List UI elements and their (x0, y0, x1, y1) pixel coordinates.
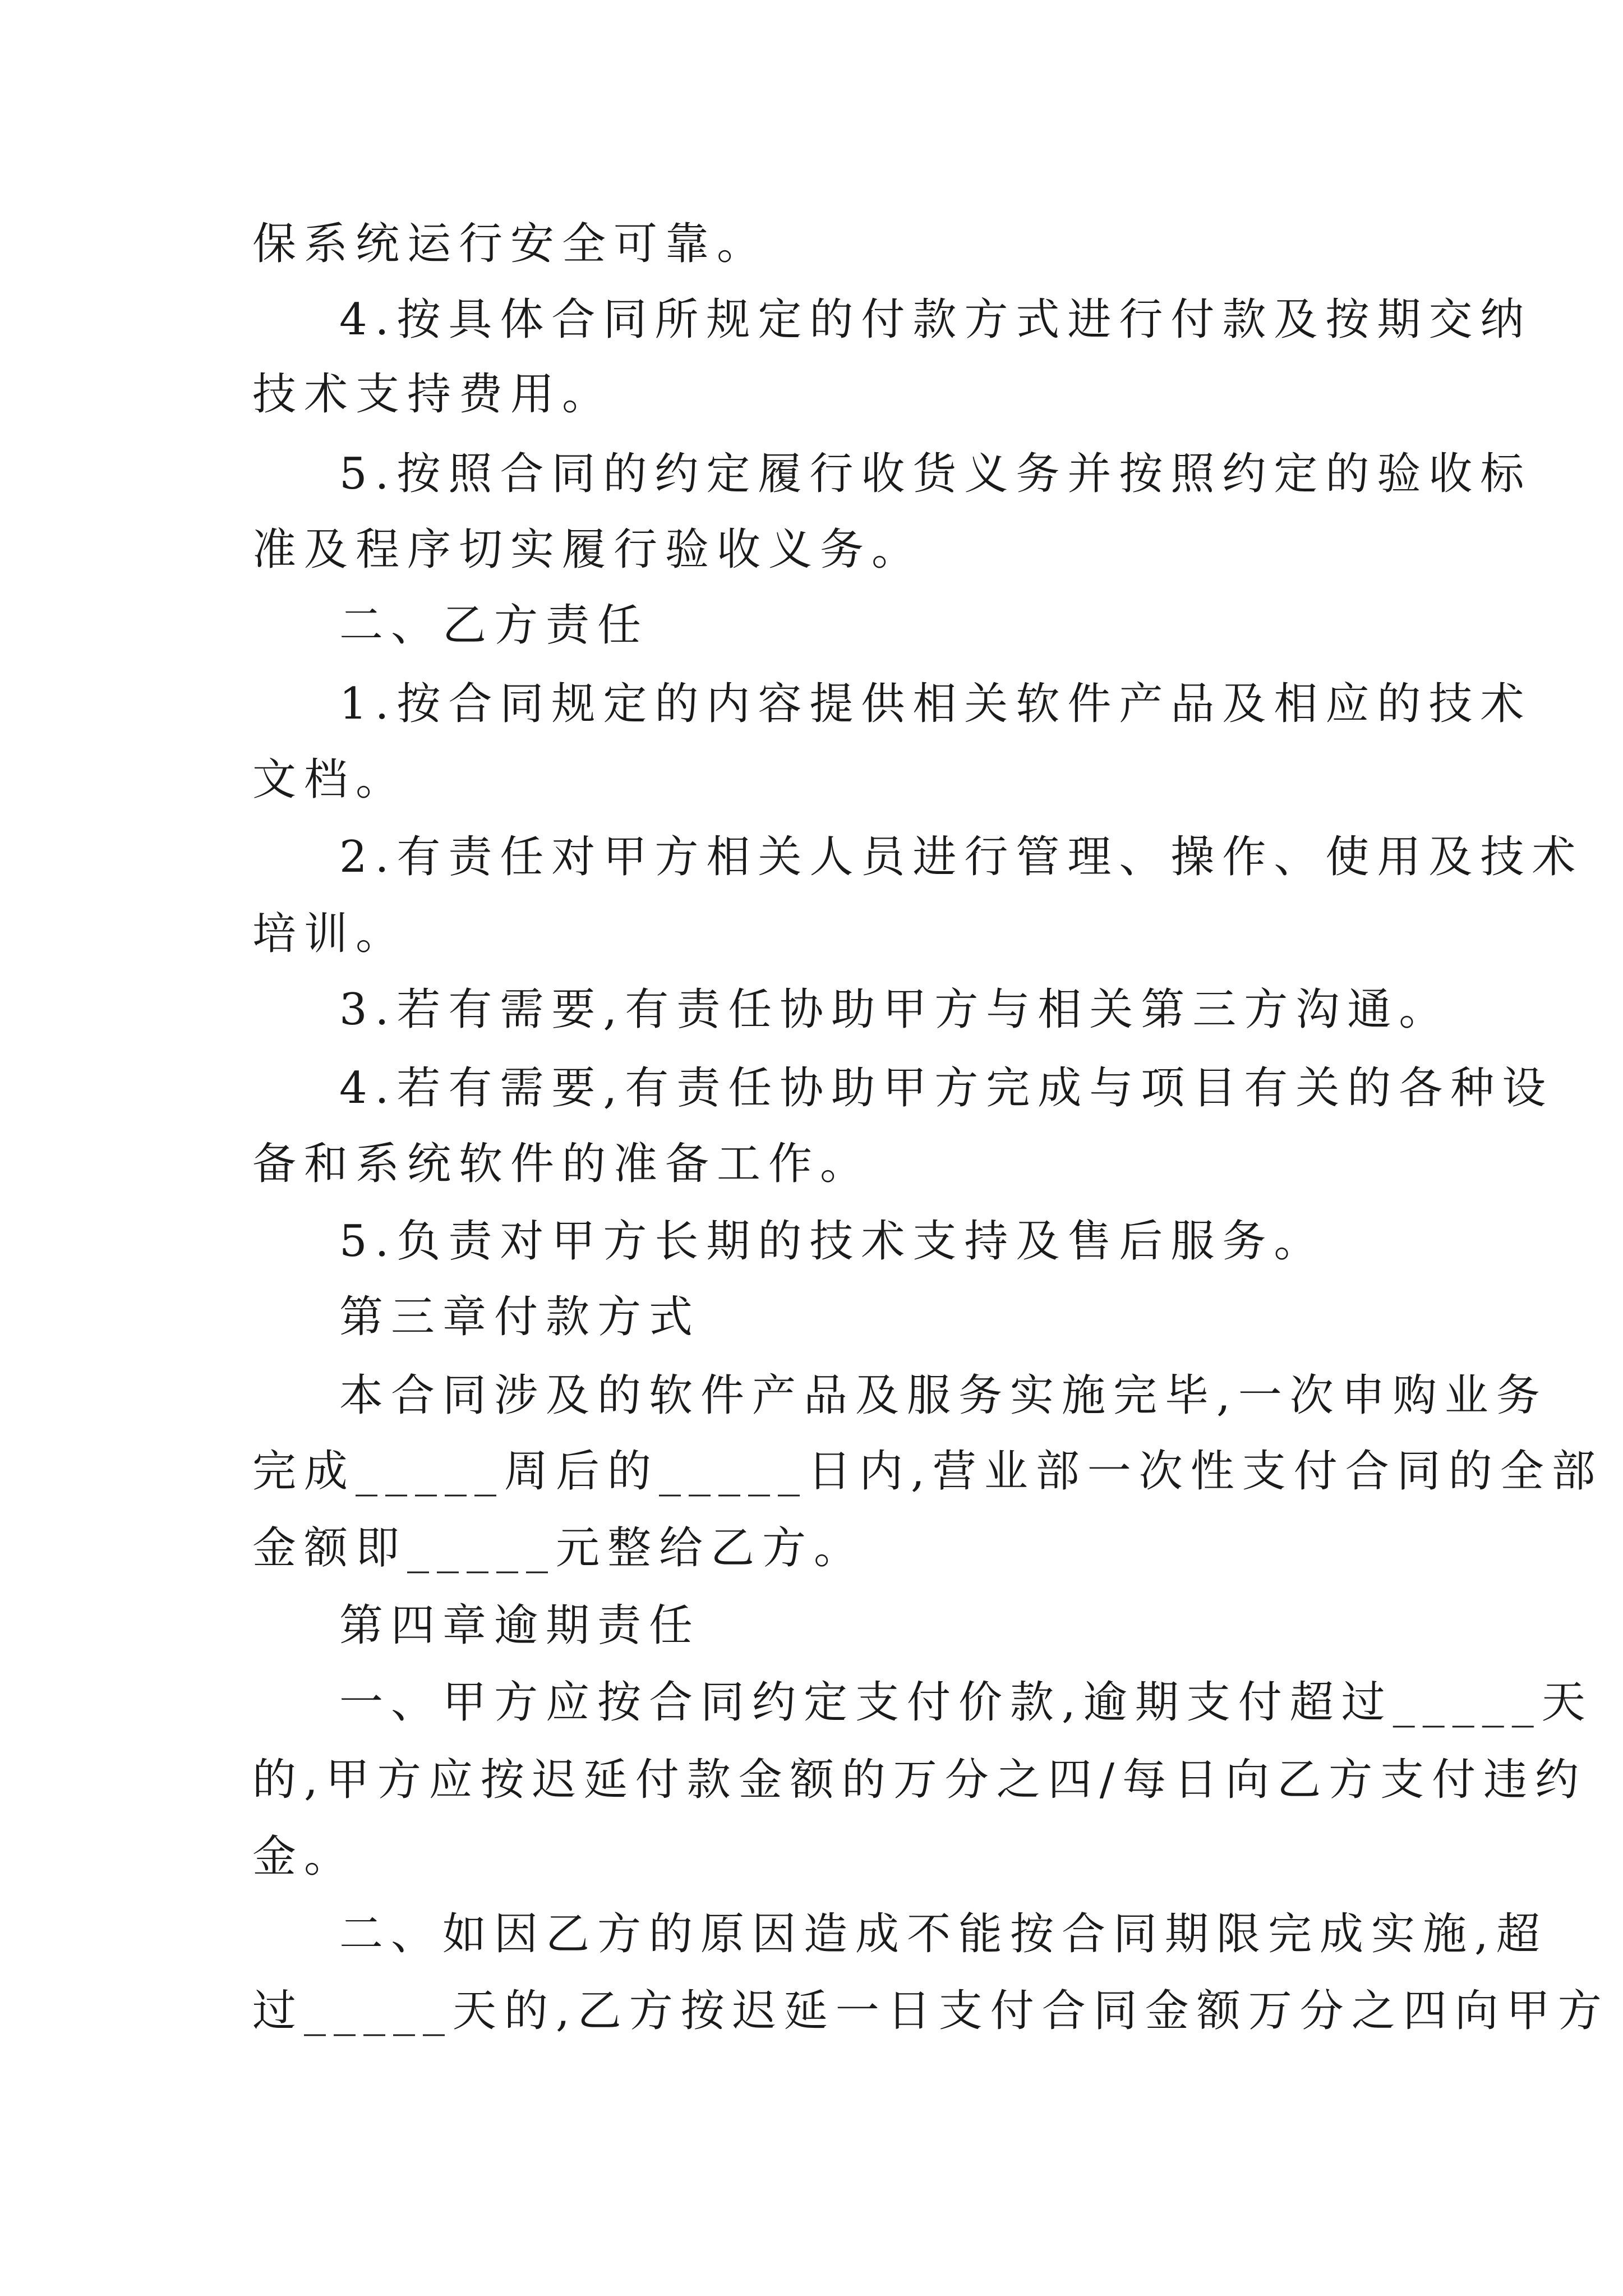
text-line: 过_____天的,乙方按迟延一日支付合同金额万分之四向甲方 (252, 1986, 1610, 2036)
text-line: 保系统运行安全可靠。 (252, 219, 769, 269)
text-line: 4.按具体合同所规定的付款方式进行付款及按期交纳 (339, 295, 1532, 345)
text-line: 的,甲方应按迟延付款金额的万分之四/每日向乙方支付违约 (252, 1755, 1587, 1805)
text-line: 技术支持费用。 (252, 369, 614, 420)
text-line: 2.有责任对甲方相关人员进行管理、操作、使用及技术 (339, 832, 1584, 882)
chapter-heading: 第四章逾期责任 (339, 1600, 701, 1651)
text-line: 5.负责对甲方长期的技术支持及售后服务。 (339, 1216, 1326, 1267)
text-line: 金。 (252, 1832, 356, 1882)
text-line: 一、甲方应按合同约定支付价款,逾期支付超过_____天 (339, 1677, 1593, 1728)
text-line: 3.若有需要,有责任协助甲方与相关第三方沟通。 (339, 984, 1451, 1035)
text-line: 金额即_____元整给乙方。 (252, 1523, 866, 1573)
text-line: 备和系统软件的准备工作。 (252, 1139, 872, 1189)
text-line: 完成_____周后的_____日内,营业部一次性支付合同的全部 (252, 1446, 1603, 1497)
text-line: 准及程序切实履行验收义务。 (252, 524, 924, 575)
text-line: 培训。 (252, 909, 408, 959)
section-heading: 二、乙方责任 (339, 600, 649, 651)
text-line: 5.按照合同的约定履行收货义务并按照约定的验收标 (339, 449, 1532, 499)
text-line: 4.若有需要,有责任协助甲方完成与项目有关的各种设 (339, 1063, 1554, 1114)
chapter-heading: 第三章付款方式 (339, 1292, 701, 1342)
text-line: 文档。 (252, 754, 408, 805)
text-line: 二、如因乙方的原因造成不能按合同期限完成实施,超 (339, 1909, 1548, 1959)
text-line: 1.按合同规定的内容提供相关软件产品及相应的技术 (339, 679, 1532, 729)
text-line: 本合同涉及的软件产品及服务实施完毕,一次申购业务 (339, 1370, 1548, 1421)
